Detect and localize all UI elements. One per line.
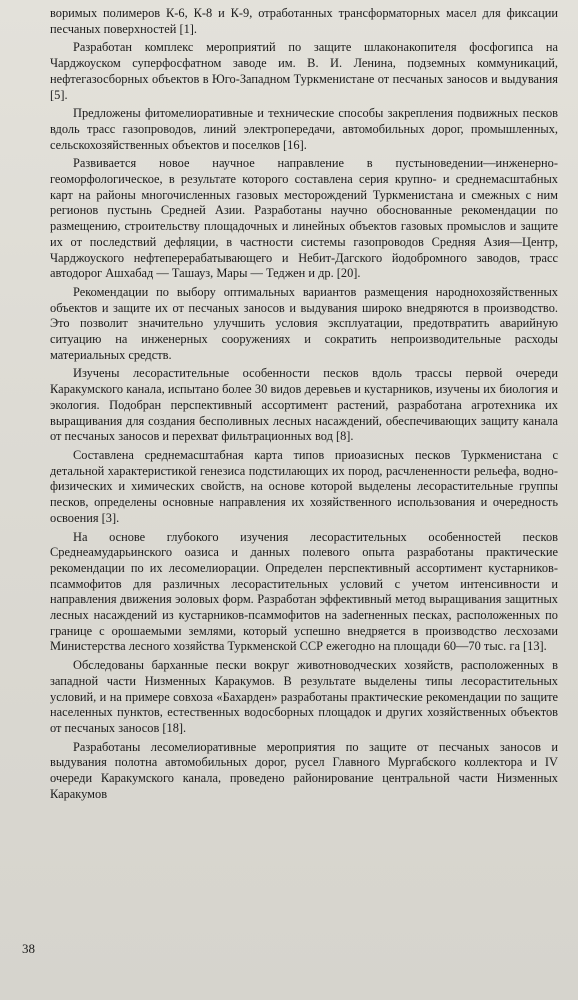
paragraph-2: Разработан комплекс мероприятий по защите шлаконакопителя фосфогипса на Чарджоуском суперфосфатном заводе им. В. И. Ленина, подземных коммуникаций, нефтегазосборных объектов в Юго-Западном Туркменистане от песчаных заносов и выдувания [5]. bbox=[50, 40, 558, 102]
paragraph-10: Разработаны лесомелиоративные мероприятия по защите от песчаных заносов и выдувания полотна автомобильных дорог, русел Главного Мургабского коллектора и IV очереди Каракумского канала, проведено районирование центральной части Низменных Каракумов bbox=[50, 739, 558, 801]
paragraph-9: Обследованы барханные пески вокруг животноводческих хозяйств, расположенных в западной части Низменных Каракумов. В результате выделены типы лесорастительных условий, и на примере совхоза «Бахарден» разработаны практические рекомендации по защите населенных пунктов, естественных водосборных площадок и других хозяйственных объектов от песчаных заносов [18]. bbox=[50, 658, 558, 735]
paragraph-6: Изучены лесорастительные особенности песков вдоль трассы первой очереди Каракумского канала, испытано более 30 видов деревьев и кустарников, изучены их биология и экология. Подобран перспективный ассортимент растений, разработана агротехника их выращивания для создания бесполивных лесных насаждений, обеспечивающих защиту канала от песчаных заносов и перехват фильтрационных вод [8]. bbox=[50, 366, 558, 444]
paragraph-5: Рекомендации по выбору оптимальных вариантов размещения народнохозяйственных объектов и защите их от песчаных заносов и выдувания широко внедряются в производство. Это позволит значительно улучшить условия эксплуатации, предотвратить аварийную ситуацию на инженерных сооружениях и сократить непроизводительные расходы материальных средств. bbox=[50, 284, 558, 362]
paragraph-8: На основе глубокого изучения лесорастительных особенностей песков Среднеамударьинского оазиса и данных полевого опыта разработаны практические рекомендации по их лесомелиорации. Определен перспективный ассортимент кустарников-псаммофитов для различных лесорастительных условий с учетом интенсивности и направления движения эоловых форм. Разработан эффективный метод выращивания защитных лесных насаждений из кустарников-псаммофитов на заderненных песках, расположенных по границе с орошаемыми землями, который успешно внедряется в производство лесхозами Министерства лесного хозяйства Туркменской ССР ежегодно на площади 60—70 тыс. га [13]. bbox=[50, 529, 558, 654]
paragraph-1: воримых полимеров К-6, К-8 и К-9, отработанных трансформаторных масел для фиксации песчаных поверхностей [1]. bbox=[50, 6, 558, 36]
paragraph-4: Развивается новое научное направление в пустыноведении—инженерно-геоморфологическое, в результате которого составлена серия крупно- и среднемасштабных карт на районы многочисленных газовых месторождений Туркменистана и смежных с ним регионов пустынь Средней Азии. Разработаны научно обоснованные рекомендации по размещению, строительству площадочных и линейных объектов газовых промыслов и защите их от последствий дефляции, в частности системы газопроводов Средняя Азия—Центр, Чарджоуского нефтеперерабатывающего и Небит-Дагского йодобромного заводов, трасс автодорог Ашхабад — Ташауз, Мары — Теджен и др. [20]. bbox=[50, 156, 558, 281]
page-body bbox=[50, 6, 558, 805]
paragraph-7: Составлена среднемасштабная карта типов приоазисных песков Туркменистана с детальной характеристикой генезиса подстилающих их пород, расчлененности рельефа, водно-физических и химических свойств, на основе которой выделены лесорастительные группы песков, определены основные направления их хозяйственного использования и очередность освоения [3]. bbox=[50, 447, 558, 525]
paragraph-3: Предложены фитомелиоративные и технические способы закрепления подвижных песков вдоль трасс газопроводов, линий электропередачи, автомобильных дорог, промышленных, сельскохозяйственных объектов и поселков [16]. bbox=[50, 106, 558, 152]
page-number: 38 bbox=[22, 941, 35, 956]
